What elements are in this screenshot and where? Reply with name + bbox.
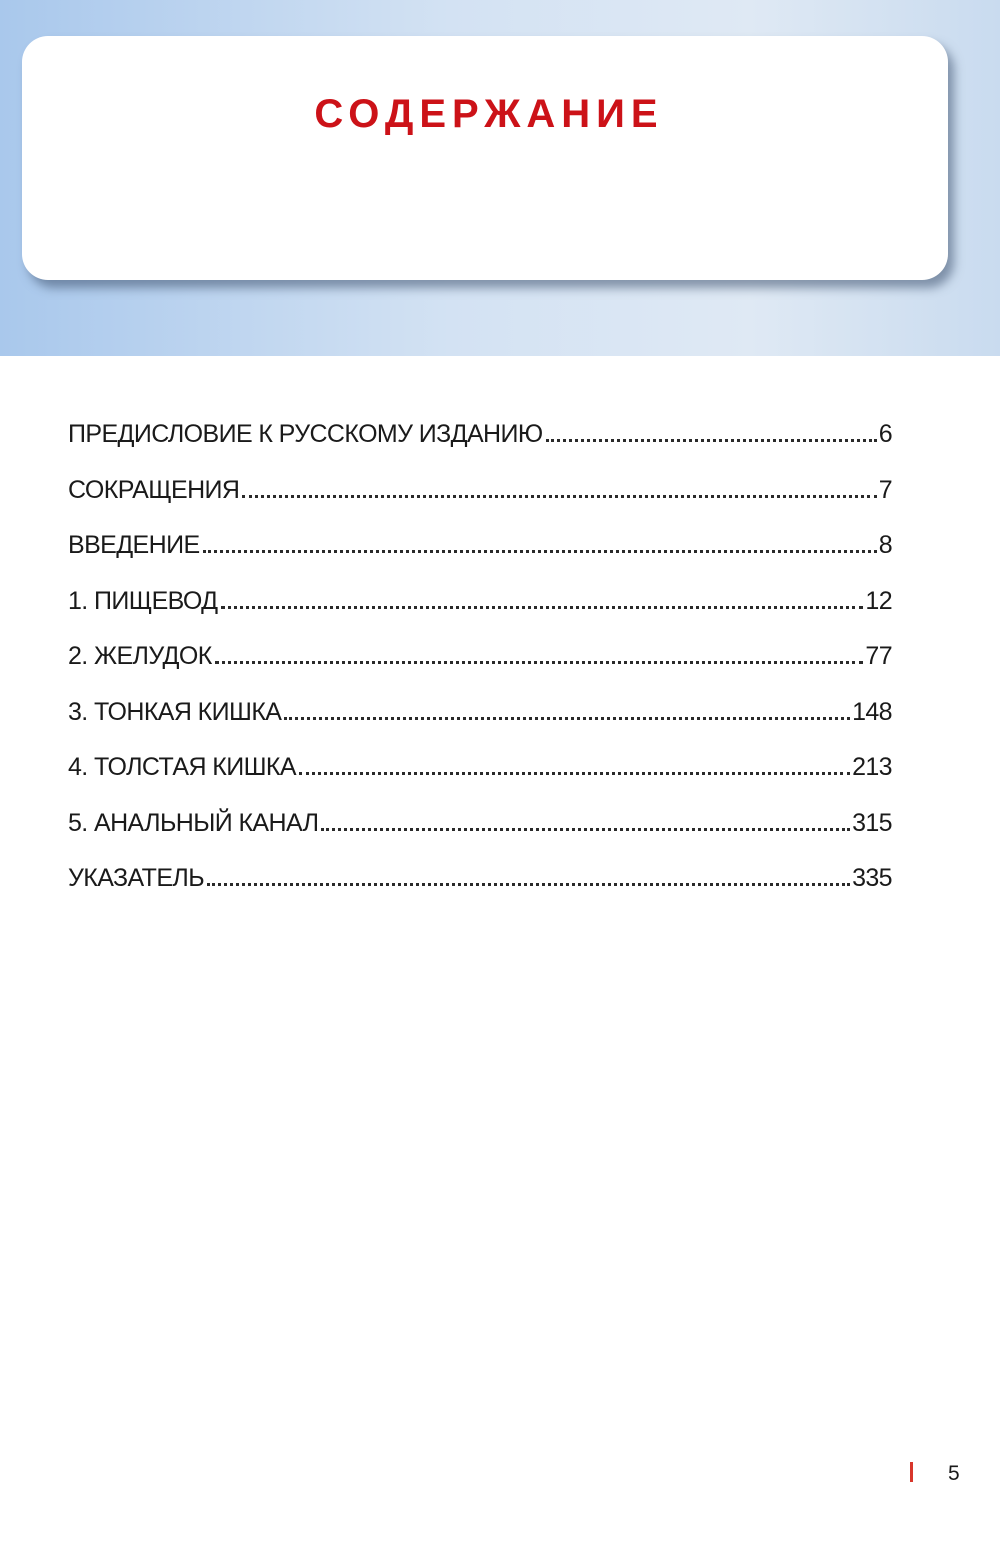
toc-dot-leader <box>299 772 850 775</box>
toc-dot-leader <box>321 828 850 831</box>
page-number: 5 <box>948 1462 960 1485</box>
toc-entry-label: ВВЕДЕНИЕ <box>68 531 200 559</box>
toc-entry-page: 148 <box>852 697 892 726</box>
toc-dot-leader <box>215 661 864 664</box>
toc-entry-chapter-4[interactable] <box>68 753 892 809</box>
toc-entry-label: 5. АНАЛЬНЫЙ КАНАЛ <box>68 808 319 837</box>
page-marker <box>910 1462 913 1482</box>
toc-entry-introduction[interactable] <box>68 531 892 587</box>
toc-entry-chapter-1[interactable] <box>68 587 892 643</box>
toc-entry-chapter-2[interactable] <box>68 642 892 698</box>
toc-entry-page: 335 <box>852 864 892 892</box>
title-card <box>22 36 948 280</box>
toc-entry-label: 2. ЖЕЛУДОК <box>68 642 212 670</box>
toc-entry-abbreviations[interactable] <box>68 476 892 532</box>
toc-entry-page: 77 <box>865 642 892 670</box>
toc-dot-leader <box>546 439 877 442</box>
toc-entry-label: ПРЕДИСЛОВИЕ К РУССКОМУ ИЗДАНИЮ <box>68 420 543 448</box>
toc-dot-leader <box>284 717 850 720</box>
toc-entry-page: 7 <box>878 475 892 504</box>
toc-entry-label: 1. ПИЩЕВОД <box>68 586 218 615</box>
toc-dot-leader <box>203 550 877 553</box>
toc-entry-label: 4. ТОЛСТАЯ КИШКА <box>68 753 296 781</box>
toc-dot-leader <box>207 883 850 886</box>
toc-entry-label: СОКРАЩЕНИЯ <box>68 475 240 504</box>
toc-dot-leader <box>221 606 864 609</box>
toc-entry-page: 12 <box>865 586 892 615</box>
header-band <box>0 0 1000 356</box>
toc-entry-chapter-5[interactable] <box>68 809 892 865</box>
table-of-contents <box>68 420 892 920</box>
toc-entry-label: УКАЗАТЕЛЬ <box>68 864 205 892</box>
toc-entry-page: 315 <box>852 808 892 837</box>
toc-entry-page: 8 <box>878 531 892 559</box>
page-title: СОДЕРЖАНИЕ <box>314 92 664 136</box>
toc-entry-label: 3. ТОНКАЯ КИШКА <box>68 697 282 726</box>
toc-entry-page: 6 <box>878 420 892 448</box>
toc-dot-leader <box>242 495 876 498</box>
toc-entry-chapter-3[interactable] <box>68 698 892 754</box>
toc-entry-index[interactable] <box>68 864 892 920</box>
toc-entry-preface[interactable] <box>68 420 892 476</box>
toc-entry-page: 213 <box>852 753 892 781</box>
